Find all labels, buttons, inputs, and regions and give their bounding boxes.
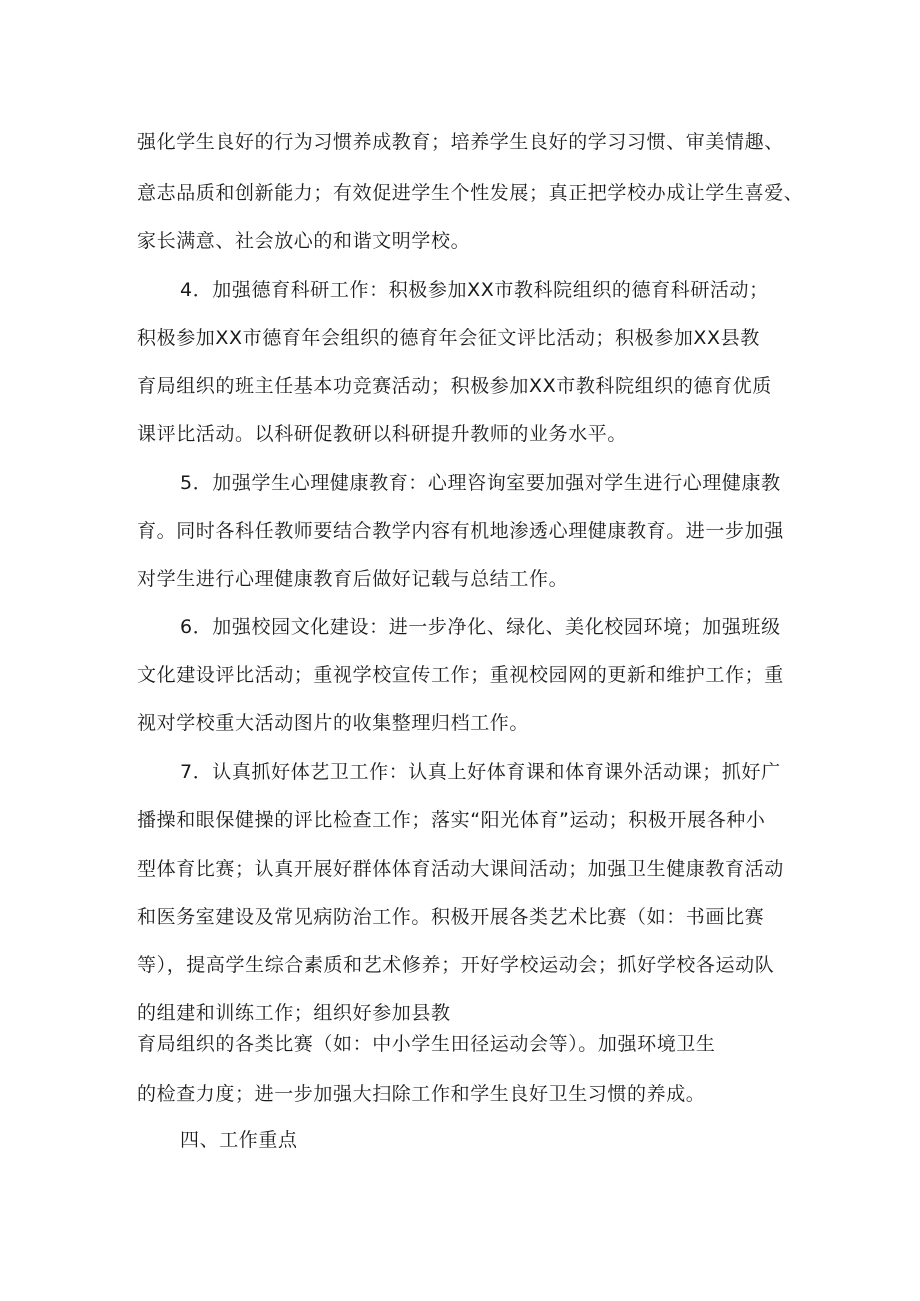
text-line: 课评比活动。以科研促教研以科研提升教师的业务水平。 [137, 423, 628, 445]
text-line: 视对学校重大活动图片的收集整理归档工作。 [137, 712, 530, 734]
text-line: 4．加强德育科研工作：积极参加XX市教科院组织的德育科研活动； [180, 279, 769, 301]
text-line: 积极参加XX市德育年会组织的德育年会征文评比活动；积极参加XX县教 [137, 327, 760, 349]
text-line: 等），提高学生综合素质和艺术修养；开好学校运动会；抓好学校各运动队 [137, 954, 775, 976]
text-line: 强化学生良好的行为习惯养成教育；培养学生良好的学习习惯、审美情趣、 [137, 131, 784, 153]
text-line: 意志品质和创新能力；有效促进学生个性发展；真正把学校办成让学生喜爱、 [137, 182, 804, 204]
text-line: 育局组织的各类比赛（如：中小学生田径运动会等）。加强环境卫生 [137, 1033, 716, 1055]
text-line: 和医务室建设及常见病防治工作。积极开展各类艺术比赛（如：书画比赛 [137, 906, 765, 928]
text-line: 文化建设评比活动；重视学校宣传工作；重视校园网的更新和维护工作；重 [137, 664, 784, 686]
section-heading: 四、工作重点 [180, 1129, 298, 1151]
text-line: 型体育比赛；认真开展好群体体育活动大课间活动；加强卫生健康教育活动 [137, 858, 784, 880]
text-line: 的检查力度；进一步加强大扫除工作和学生良好卫生习惯的养成。 [137, 1083, 706, 1105]
text-line: 播操和眼保健操的评比检查工作；落实“阳光体育”运动；积极开展各种小 [137, 809, 766, 831]
text-line: 家长满意、社会放心的和谐文明学校。 [137, 230, 471, 252]
text-line: 的组建和训练工作；组织好参加县教 [137, 1002, 451, 1024]
text-line: 育局组织的班主任基本功竞赛活动；积极参加XX市教科院组织的德育优质 [137, 375, 772, 397]
text-line: 对学生进行心理健康教育后做好记载与总结工作。 [137, 568, 569, 590]
text-line: 育。同时各科任教师要结合教学内容有机地渗透心理健康教育。进一步加强 [137, 520, 784, 542]
text-line: 6．加强校园文化建设：进一步净化、绿化、美化校园环境；加强班级 [180, 616, 781, 638]
text-line: 5．加强学生心理健康教育：心理咨询室要加强对学生进行心理健康教 [180, 472, 781, 494]
text-line: 7．认真抓好体艺卫工作：认真上好体育课和体育课外活动课；抓好广 [180, 761, 781, 783]
